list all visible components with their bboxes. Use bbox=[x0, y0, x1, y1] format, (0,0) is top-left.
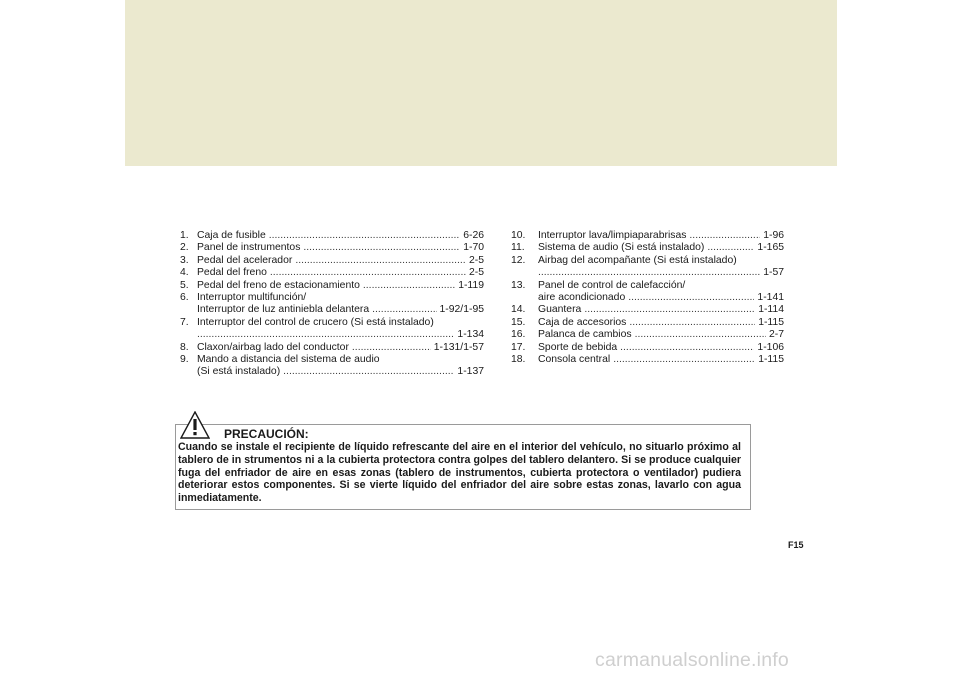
list-item: 5. Pedal del freno de estacionamiento ..... 1-119 bbox=[180, 280, 484, 292]
list-item: 6. Interruptor multifunción/ bbox=[180, 292, 307, 304]
list-item-continuation: ..... 1-57 bbox=[511, 267, 784, 279]
list-item: 7. Interruptor del control de crucero (Si está instalado) bbox=[180, 316, 434, 328]
dashboard-illustration-area bbox=[125, 0, 837, 166]
list-item: 17. Sporte de bebida ..... 1-106 bbox=[511, 342, 784, 354]
list-item: 10. Interruptor lava/limpiaparabrisas ..... 1-96 bbox=[511, 230, 784, 242]
list-item-continuation: (Si está instalado) ..... 1-137 bbox=[180, 366, 484, 378]
warning-text: Cuando se instale el recipiente de líquido refrescante del aire en el interior del vehículo, no situarlo próximo al tablero de in strumentos ni a la cubierta protectora contra golpes del tablero delantero. Si se produce cualquier fuga del enfriador de aire en esas zonas (tablero de instrumentos, cubierta protectora o ventilador) pudiera deteriorar estos componentes. Si se vierte líquido del enfriador del aire sobre estas zonas, lavarlo con agua inmediatamente. bbox=[178, 441, 741, 505]
list-item-continuation: ..... 1-134 bbox=[180, 329, 484, 341]
list-item: 11. Sistema de audio (Si está instalado) ..... 1-165 bbox=[511, 242, 784, 254]
component-list-left bbox=[180, 230, 484, 379]
list-item-continuation: aire acondicionado ..... 1-141 bbox=[511, 292, 784, 304]
component-list-right bbox=[511, 230, 784, 366]
watermark: carmanualsonline.info bbox=[595, 649, 789, 671]
list-item: 14. Guantera ..... 1-114 bbox=[511, 304, 784, 316]
warning-triangle-icon bbox=[180, 411, 210, 439]
list-item: 3. Pedal del acelerador ..... 2-5 bbox=[180, 255, 484, 267]
list-item: 1. Caja de fusible ..... 6-26 bbox=[180, 230, 484, 242]
list-item: 12. Airbag del acompañante (Si está instalado) bbox=[511, 254, 737, 266]
list-item: 18. Consola central ..... 1-115 bbox=[511, 354, 784, 366]
list-item: 15. Caja de accesorios ..... 1-115 bbox=[511, 317, 784, 329]
list-item: 16. Palanca de cambios ..... 2-7 bbox=[511, 329, 784, 341]
list-item-continuation: Interruptor de luz antiniebla delantera ..... 1-92/1-95 bbox=[180, 304, 484, 316]
list-item: 4. Pedal del freno ..... 2-5 bbox=[180, 267, 484, 279]
page-number: F15 bbox=[788, 540, 804, 550]
list-item: 8. Claxon/airbag lado del conductor ..... 1-131/1-57 bbox=[180, 342, 484, 354]
list-item: 13. Panel de control de calefacción/ bbox=[511, 279, 686, 291]
warning-title: PRECAUCIÓN: bbox=[224, 427, 309, 441]
list-item: 2. Panel de instrumentos ..... 1-70 bbox=[180, 242, 484, 254]
list-item: 9. Mando a distancia del sistema de audio bbox=[180, 354, 380, 366]
